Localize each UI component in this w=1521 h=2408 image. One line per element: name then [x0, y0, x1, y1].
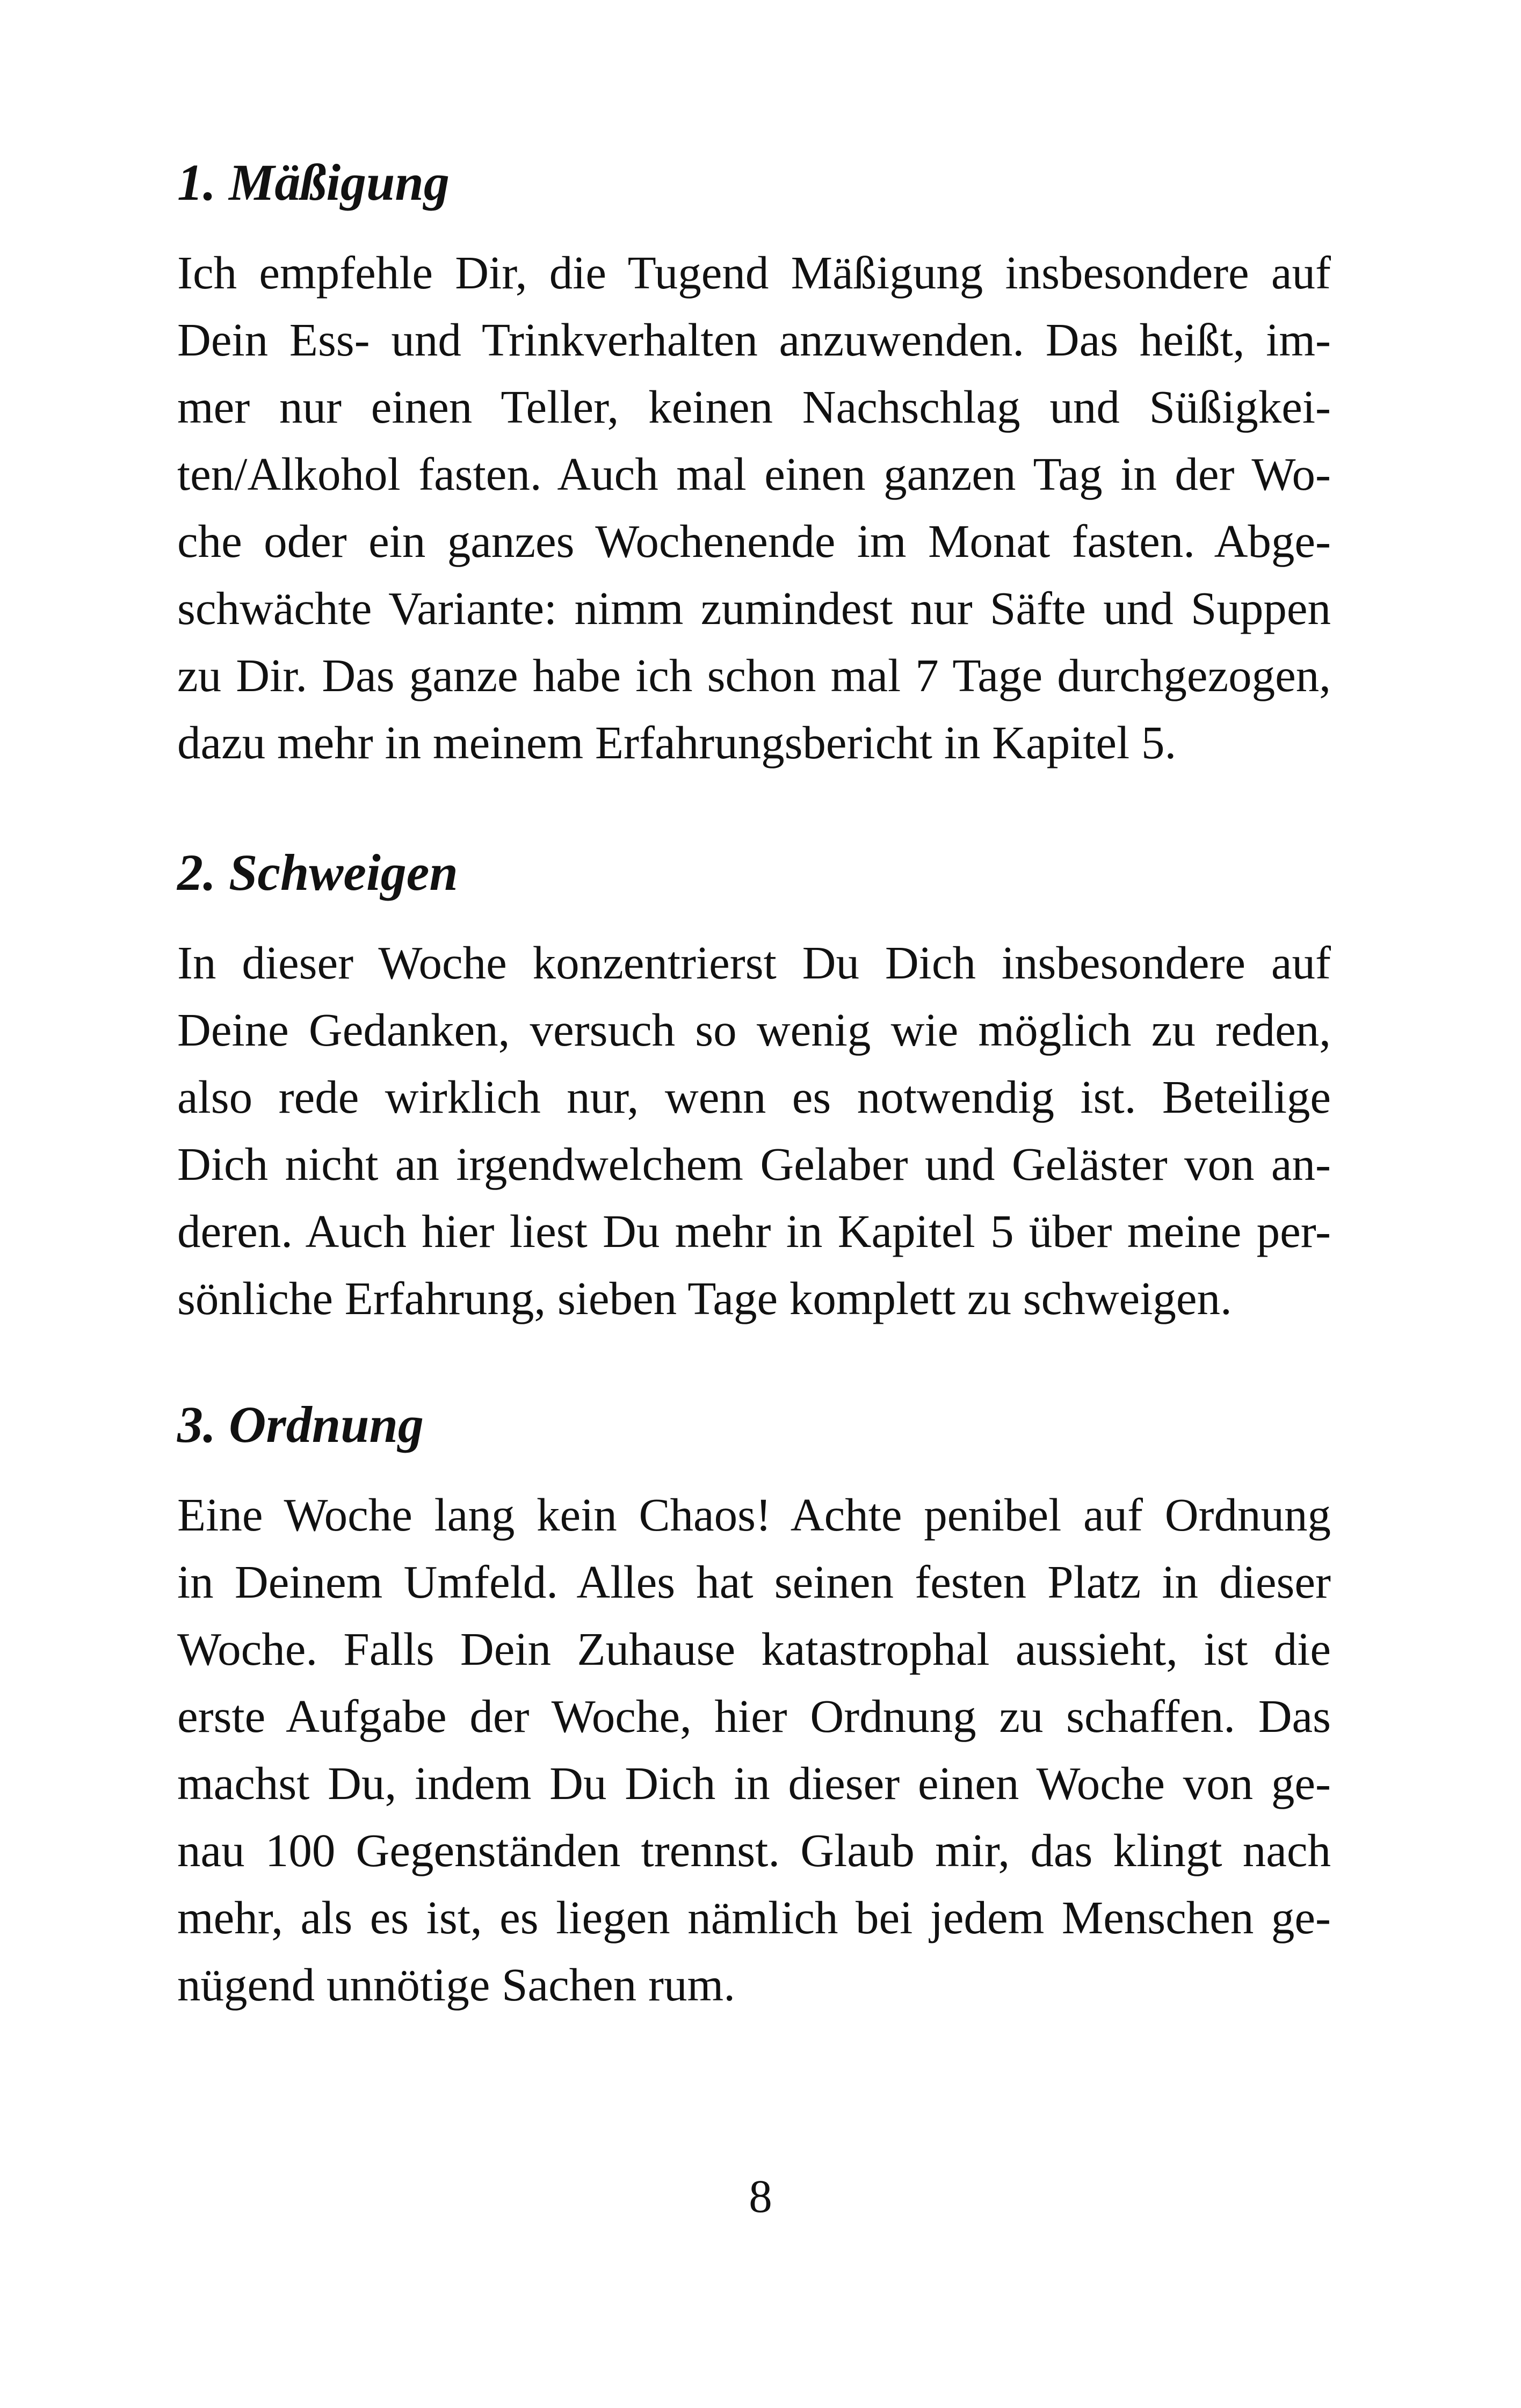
section-heading: 2. Schweigen: [177, 844, 458, 901]
text-line: Woche. Falls Dein Zuhause katastrophal aussieht, ist die: [177, 1623, 1331, 1675]
page-number: 8: [749, 2170, 772, 2222]
text-line: Ich empfehle Dir, die Tugend Mäßigung insbesondere auf: [177, 246, 1331, 299]
text-line: mer nur einen Teller, keinen Nachschlag und Süßigkei-: [177, 381, 1331, 433]
text-line: Deine Gedanken, versuch so wenig wie möglich zu reden,: [177, 1004, 1331, 1056]
text-line: schwächte Variante: nimm zumindest nur Säfte und Suppen: [177, 582, 1331, 634]
text-line: nau 100 Gegenständen trennst. Glaub mir, das klingt nach: [177, 1824, 1331, 1876]
text-line: machst Du, indem Du Dich in dieser einen Woche von ge-: [177, 1757, 1331, 1809]
text-line: nügend unnötige Sachen rum.: [177, 1959, 735, 2011]
text-line: zu Dir. Das ganze habe ich schon mal 7 Tage durchgezogen,: [177, 649, 1331, 701]
text-line: Dich nicht an irgendwelchem Gelaber und Geläster von an-: [177, 1138, 1331, 1190]
text-line: Eine Woche lang kein Chaos! Achte penibel auf Ordnung: [177, 1489, 1331, 1541]
text-line: In dieser Woche konzentrierst Du Dich insbesondere auf: [177, 937, 1331, 989]
section-heading: 1. Mäßigung: [177, 154, 450, 211]
section-heading: 3. Ordnung: [177, 1396, 424, 1453]
text-line: ten/Alkohol fasten. Auch mal einen ganzen Tag in der Wo-: [177, 448, 1331, 500]
text-line: in Deinem Umfeld. Alles hat seinen festen Platz in dieser: [177, 1556, 1331, 1608]
text-line: erste Aufgabe der Woche, hier Ordnung zu schaffen. Das: [177, 1690, 1331, 1742]
text-line: dazu mehr in meinem Erfahrungsbericht in Kapitel 5.: [177, 716, 1177, 768]
text-line: also rede wirklich nur, wenn es notwendig ist. Beteilige: [177, 1071, 1331, 1123]
text-line: deren. Auch hier liest Du mehr in Kapitel 5 über meine per-: [177, 1205, 1331, 1257]
text-line: mehr, als es ist, es liegen nämlich bei jedem Menschen ge-: [177, 1891, 1331, 1943]
text-line: Dein Ess- und Trinkverhalten anzuwenden. Das heißt, im-: [177, 314, 1331, 366]
text-line: sönliche Erfahrung, sieben Tage komplett zu schweigen.: [177, 1272, 1232, 1324]
text-line: che oder ein ganzes Wochenende im Monat fasten. Abge-: [177, 515, 1331, 567]
